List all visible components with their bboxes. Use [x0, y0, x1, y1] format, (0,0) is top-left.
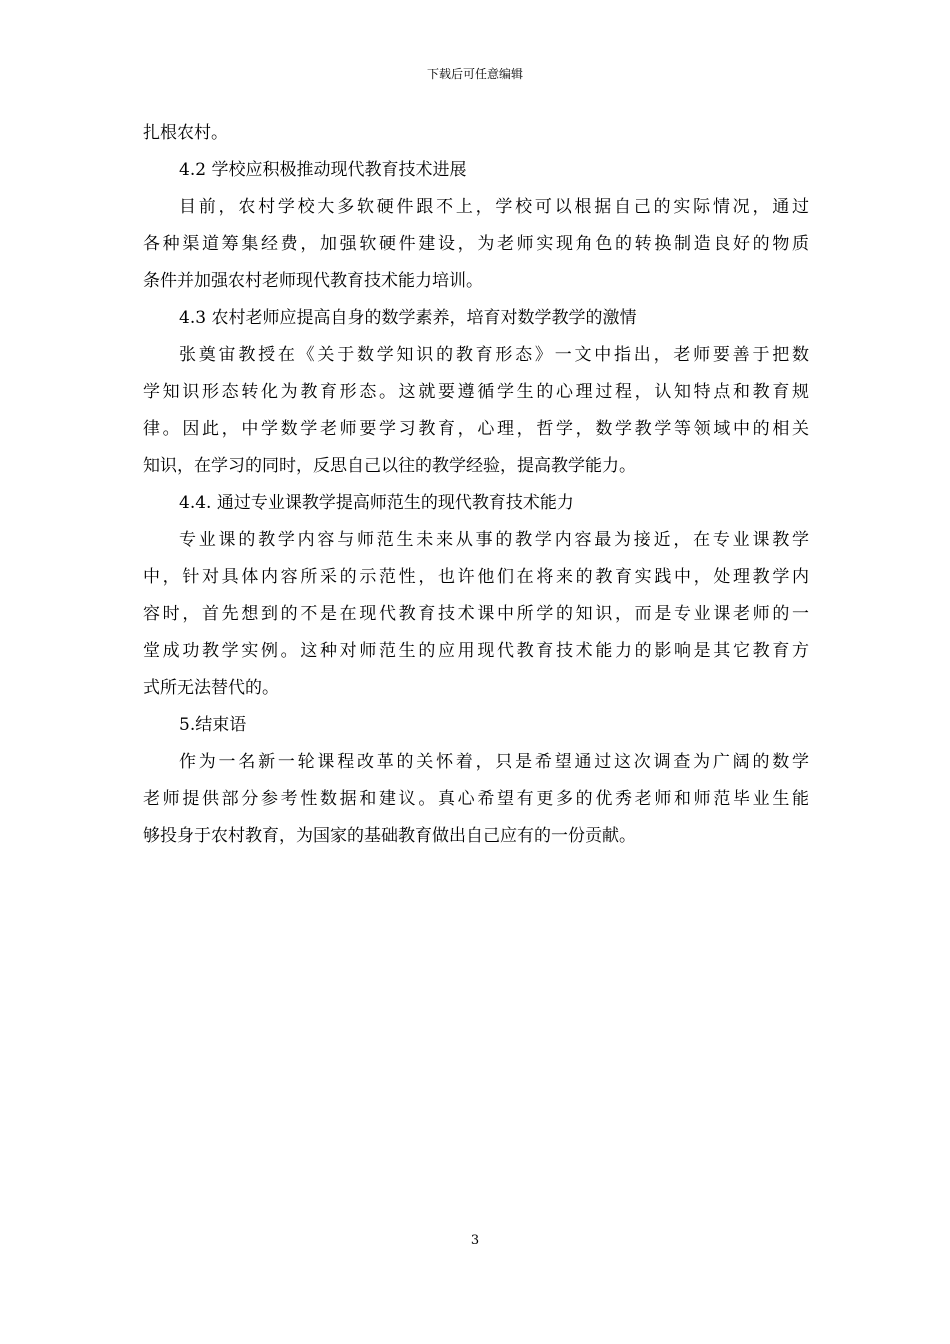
- body-text-line: 条件并加强农村老师现代教育技术能力培训。: [143, 271, 483, 291]
- section-heading-4-2: 4.2 学校应积极推动现代教育技术进展: [179, 160, 467, 180]
- body-text-line: 扎根农村。: [143, 123, 228, 143]
- body-text-line: 律。因此，中学数学老师要学习教育，心理，哲学，数学教学等领域中的相关: [143, 419, 809, 439]
- section-heading-4-4: 4.4. 通过专业课教学提高师范生的现代教育技术能力: [179, 493, 574, 513]
- body-text-line: 够投身于农村教育，为国家的基础教育做出自己应有的一份贡献。: [143, 826, 636, 846]
- body-text-line: 专业课的教学内容与师范生未来从事的教学内容最为接近，在专业课教学: [179, 530, 809, 550]
- section-heading-4-3: 4.3 农村老师应提高自身的数学素养，培育对数学教学的激情: [179, 308, 637, 328]
- section-heading-5: 5.结束语: [179, 715, 247, 735]
- page-number: 3: [470, 1233, 480, 1248]
- body-text-line: 各种渠道筹集经费，加强软硬件建设，为老师实现角色的转换制造良好的物质: [143, 234, 809, 254]
- body-text-line: 堂成功教学实例。这种对师范生的应用现代教育技术能力的影响是其它教育方: [143, 641, 809, 661]
- body-text-line: 作为一名新一轮课程改革的关怀着，只是希望通过这次调查为广阔的数学: [179, 752, 809, 772]
- body-text-line: 张奠宙教授在《关于数学知识的教育形态》一文中指出，老师要善于把数: [179, 345, 809, 365]
- body-text-line: 容时，首先想到的不是在现代教育技术课中所学的知识，而是专业课老师的一: [143, 604, 809, 624]
- body-text-line: 目前，农村学校大多软硬件跟不上，学校可以根据自己的实际情况，通过: [179, 197, 809, 217]
- body-text-line: 式所无法替代的。: [143, 678, 279, 698]
- body-text-line: 老师提供部分参考性数据和建议。真心希望有更多的优秀老师和师范毕业生能: [143, 789, 809, 809]
- page-header: 下载后可任意编辑: [426, 67, 523, 81]
- body-text-line: 中，针对具体内容所采的示范性，也许他们在将来的教育实践中，处理教学内: [143, 567, 809, 587]
- body-text-line: 学知识形态转化为教育形态。这就要遵循学生的心理过程，认知特点和教育规: [143, 382, 809, 402]
- document-body: [143, 124, 809, 864]
- body-text-line: 知识，在学习的同时，反思自己以往的教学经验，提高教学能力。: [143, 456, 636, 476]
